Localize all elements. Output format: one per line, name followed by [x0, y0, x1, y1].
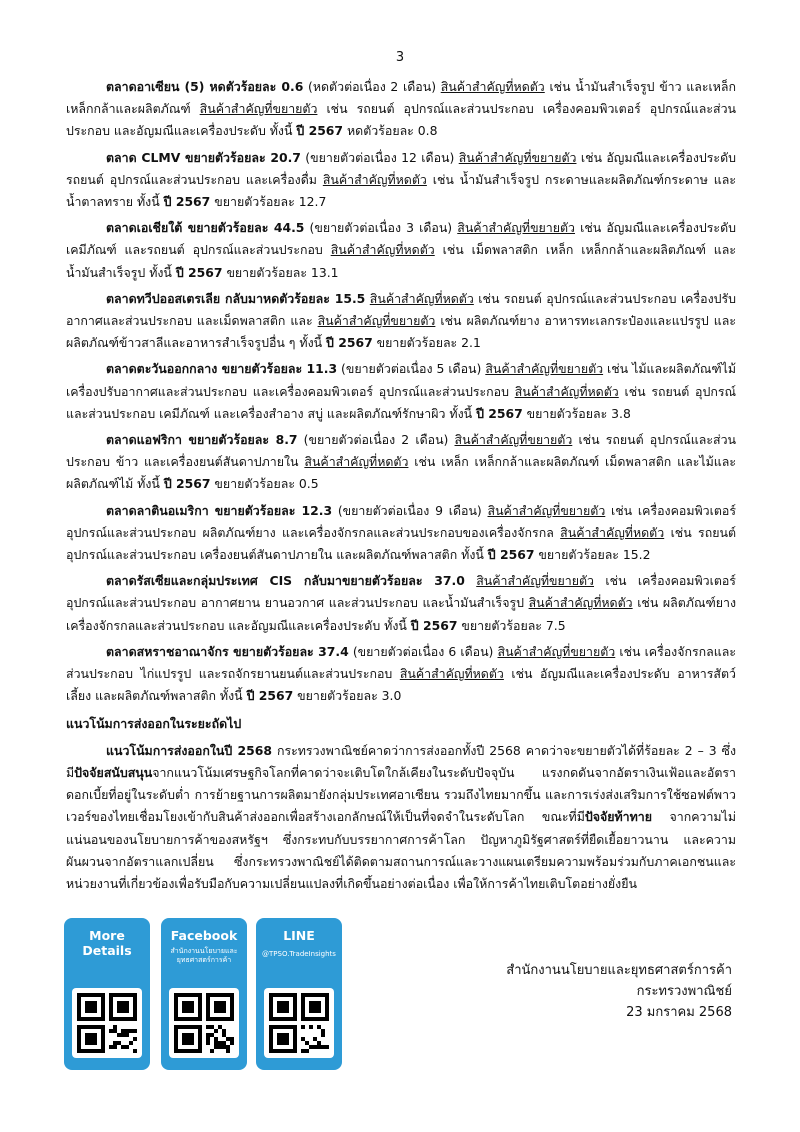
signature-ministry: กระทรวงพาณิชย์: [636, 984, 732, 999]
signature-date: 23 มกราคม 2568: [626, 1005, 732, 1020]
market-middle-east: ตลาดตะวันออกกลาง ขยายตัวร้อยละ 11.3 (ขยายตัวต่อเนื่อง 5 เดือน) สินค้าสำคัญที่ขยายตัว เช่น ไม้และผลิตภัณฑ์ไม้ เครื่องปรับอากาศและส่วนประกอบ และเครื่องคอมพิวเตอร์ อุปกรณ์และส่วนประกอบ สินค้าสำคัญที่หดตัว เช่น รถยนต์ อุปกรณ์และส่วนประกอบ เคมีภัณฑ์ และเครื่องสำอาง สบู่ และผลิตภัณฑ์รักษาผิว ทั้งนี้ ปี 2567 ขยายตัวร้อยละ 3.8: [66, 361, 736, 421]
report-body: [66, 76, 736, 899]
market-africa: ตลาดแอฟริกา ขยายตัวร้อยละ 8.7 (ขยายตัวต่อเนื่อง 2 เดือน) สินค้าสำคัญที่ขยายตัว เช่น รถยนต์ อุปกรณ์และส่วนประกอบ ข้าว และเครื่องยนต์สันดาปภายใน สินค้าสำคัญที่หดตัว เช่น เหล็ก เหล็กกล้าและผลิตภัณฑ์ เม็ดพลาสติก และไม้และผลิตภัณฑ์ไม้ ทั้งนี้ ปี 2567 ขยายตัวร้อยละ 0.5: [66, 432, 736, 492]
signature-org: สำนักงานนโยบายและยุทธศาสตร์การค้า: [506, 963, 732, 978]
qr-code-icon[interactable]: [72, 988, 142, 1058]
qr-code-icon[interactable]: [264, 988, 334, 1058]
market-latin-america: ตลาดลาตินอเมริกา ขยายตัวร้อยละ 12.3 (ขยายตัวต่อเนื่อง 9 เดือน) สินค้าสำคัญที่ขยายตัว เช่น เครื่องคอมพิวเตอร์ อุปกรณ์และส่วนประกอบ ผลิตภัณฑ์ยาง และเครื่องจักรกลและส่วนประกอบของเครื่องจักรกล สินค้าสำคัญที่หดตัว เช่น รถยนต์ อุปกรณ์และส่วนประกอบ เครื่องยนต์สันดาปภายใน และผลิตภัณฑ์พลาสติก ทั้งนี้ ปี 2567 ขยายตัวร้อยละ 15.2: [66, 502, 736, 563]
line-card[interactable]: [256, 918, 342, 1070]
market-clmv: ตลาด CLMV ขยายตัวร้อยละ 20.7 (ขยายตัวต่อเนื่อง 12 เดือน) สินค้าสำคัญที่ขยายตัว เช่น อัญมณีและเครื่องประดับ รถยนต์ อุปกรณ์และส่วนประกอบ และเครื่องดื่ม สินค้าสำคัญที่หดตัว เช่น น้ำมันสำเร็จรูป กระดาษและผลิตภัณฑ์กระดาษ และน้ำตาลทราย ทั้งนี้ ปี 2567 ขยายตัวร้อยละ 12.7: [66, 149, 736, 210]
market-south-asia: ตลาดเอเชียใต้ ขยายตัวร้อยละ 44.5 (ขยายตัวต่อเนื่อง 3 เดือน) สินค้าสำคัญที่ขยายตัว เช่น อัญมณีและเครื่องประดับ เคมีภัณฑ์ และรถยนต์ อุปกรณ์และส่วนประกอบ สินค้าสำคัญที่หดตัว เช่น เม็ดพลาสติก เหล็ก เหล็กกล้าและผลิตภัณฑ์ และน้ำมันสำเร็จรูป ทั้งนี้ ปี 2567 ขยายตัวร้อยละ 13.1: [66, 220, 737, 280]
line-handle: @TPSO.TradeInsights: [262, 950, 336, 958]
facebook-subtitle: สำนักงานนโยบายและยุทธศาสตร์การค้า: [170, 947, 238, 964]
facebook-card[interactable]: [161, 918, 247, 1070]
outlook-paragraph: แนวโน้มการส่งออกในปี 2568 กระทรวงพาณิชย์คาดว่าการส่งออกทั้งปี 2568 คาดว่าจะขยายตัวได้ที่ร้อยละ 2 – 3 ซึ่งมีปัจจัยสนับสนุนจากแนวโน้มเศรษฐกิจโลกที่คาดว่าจะเติบโตใกล้เคียงในระดับปัจจุบัน แรงกดดันจากอัตราเงินเฟ้อและอัตราดอกเบี้ยที่อยู่ในระดับต่ำ การย้ายฐานการผลิตมายังกลุ่มประเทศอาเซียน รวมถึงไทยมากขึ้น และการเร่งส่งเสริมการใช้ซอฟต์พาวเวอร์ของไทยเชื่อมโยงเข้ากับสินค้าส่งออกเพื่อสร้างเอกลักษณ์ให้เป็นที่จดจำในระดับโลก ขณะที่มีปัจจัยท้าทาย จากความไม่แน่นอนของนโยบายการค้าของสหรัฐฯ ซึ่งกระทบกับบรรยากาศการค้าโลก ปัญหาภูมิรัฐศาสตร์ที่ยืดเยื้อยาวนาน และความผันผวนจากอัตราแลกเปลี่ยน ซึ่งกระทรวงพาณิชย์ได้ติดตามสถานการณ์และวางแผนเตรียมความพร้อมร่วมกับภาคเอกชนและหน่วยงานที่เกี่ยวข้องเพื่อรับมือกับความเปลี่ยนแปลงที่เกิดขึ้นอย่างต่อเนื่อง เพื่อให้การค้าไทยเติบโตอย่างยั่งยืน: [66, 742, 736, 891]
market-uk: ตลาดสหราชอาณาจักร ขยายตัวร้อยละ 37.4 (ขยายตัวต่อเนื่อง 6 เดือน) สินค้าสำคัญที่ขยายตัว เช่น เครื่องจักรกลและส่วนประกอบ ไก่แปรรูป และรถจักรยานยนต์และส่วนประกอบ สินค้าสำคัญที่หดตัว เช่น อัญมณีและเครื่องประดับ อาหารสัตว์เลี้ยง และผลิตภัณฑ์พลาสติก ทั้งนี้ ปี 2567 ขยายตัวร้อยละ 3.0: [66, 643, 736, 704]
market-asean: ตลาดอาเซียน (5) หดตัวร้อยละ 0.6 (หดตัวต่อเนื่อง 2 เดือน) สินค้าสำคัญที่หดตัว เช่น น้ำมันสำเร็จรูป ข้าว และเหล็ก เหล็กกล้าและผลิตภัณฑ์ สินค้าสำคัญที่ขยายตัว เช่น รถยนต์ อุปกรณ์และส่วนประกอบ เครื่องคอมพิวเตอร์ อุปกรณ์และส่วนประกอบ และอัญมณีและเครื่องประดับ ทั้งนี้ ปี 2567 หดตัวร้อยละ 0.8: [66, 79, 736, 139]
market-russia-cis: ตลาดรัสเซียและกลุ่มประเทศ CIS กลับมาขยายตัวร้อยละ 37.0 สินค้าสำคัญที่ขยายตัว เช่น เครื่องคอมพิวเตอร์ อุปกรณ์และส่วนประกอบ อากาศยาน ยานอวกาศ และส่วนประกอบ และน้ำมันสำเร็จรูป สินค้าสำคัญที่หดตัว เช่น ผลิตภัณฑ์ยาง เครื่องจักรกลและส่วนประกอบ และอัญมณีและเครื่องประดับ ทั้งนี้ ปี 2567 ขยายตัวร้อยละ 7.5: [66, 573, 737, 633]
outlook-heading: แนวโน้มการส่งออกในระยะถัดไป: [66, 716, 242, 732]
page-number: 3: [395, 50, 405, 65]
market-australia: ตลาดทวีปออสเตรเลีย กลับมาหดตัวร้อยละ 15.5 สินค้าสำคัญที่หดตัว เช่น รถยนต์ อุปกรณ์และส่วนประกอบ เครื่องปรับอากาศและส่วนประกอบ และเม็ดพลาสติก และ สินค้าสำคัญที่ขยายตัว เช่น ผลิตภัณฑ์ยาง อาหารทะเลกระป๋องและแปรรูป และผลิตภัณฑ์ข้าวสาลีและอาหารสำเร็จรูปอื่น ๆ ทั้งนี้ ปี 2567 ขยายตัวร้อยละ 2.1: [66, 290, 736, 351]
more-details-title: More Details: [82, 928, 132, 958]
signature-block: [460, 960, 732, 1023]
more-details-card[interactable]: [64, 918, 150, 1070]
line-title: LINE: [283, 928, 315, 943]
qr-code-icon[interactable]: [169, 988, 239, 1058]
facebook-title: Facebook: [170, 928, 238, 943]
